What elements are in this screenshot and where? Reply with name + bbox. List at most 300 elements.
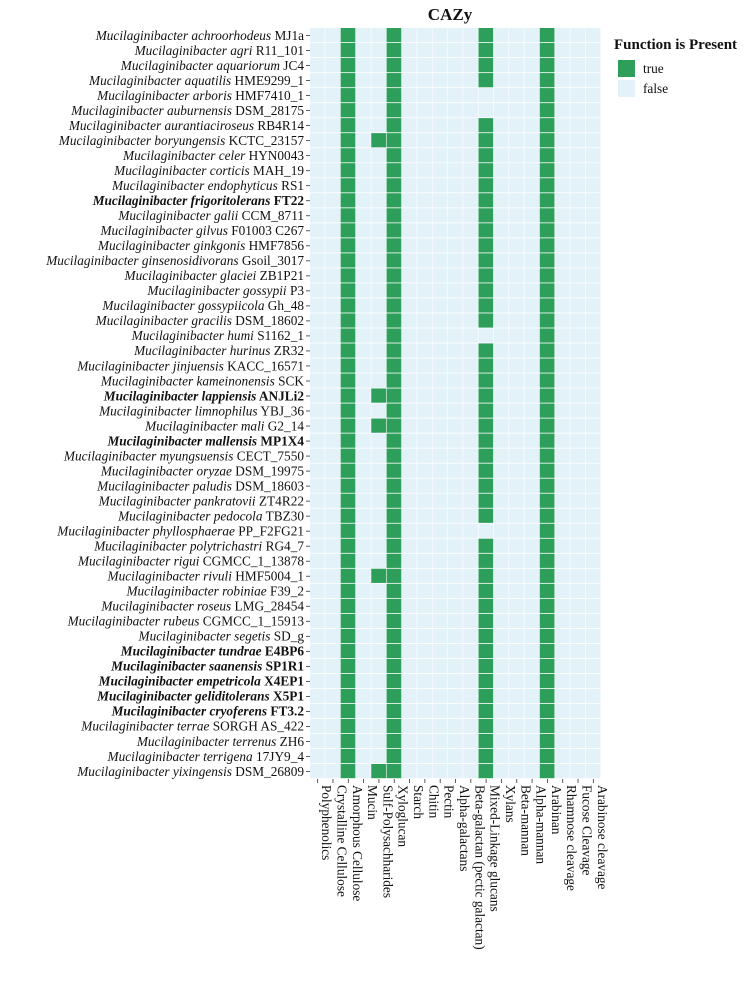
heatmap-cell <box>402 749 417 763</box>
heatmap-cell <box>463 253 478 267</box>
heatmap-cell <box>448 419 463 433</box>
heatmap-cell <box>387 509 402 523</box>
heatmap-cell <box>417 238 432 252</box>
heatmap-cell <box>387 404 402 418</box>
heatmap-cell <box>570 524 585 538</box>
heatmap-cell <box>448 554 463 568</box>
heatmap-cell <box>325 674 340 688</box>
heatmap-cell <box>555 644 570 658</box>
heatmap-cell <box>463 133 478 147</box>
heatmap-cell <box>478 268 493 282</box>
heatmap-cell <box>540 253 555 267</box>
heatmap-cell <box>540 298 555 312</box>
heatmap-cell <box>570 268 585 282</box>
heatmap-cell <box>341 103 356 117</box>
heatmap-cell <box>371 253 386 267</box>
heatmap-cell <box>555 358 570 372</box>
heatmap-cell <box>524 28 539 42</box>
heatmap-cell <box>494 524 509 538</box>
heatmap-cell <box>402 388 417 402</box>
heatmap-cell <box>586 163 601 177</box>
heatmap-cell <box>540 629 555 643</box>
heatmap-cell <box>586 509 601 523</box>
heatmap-cell <box>509 734 524 748</box>
heatmap-cell <box>555 373 570 387</box>
heatmap-cell <box>494 103 509 117</box>
heatmap-cell <box>402 208 417 222</box>
heatmap-cell <box>509 193 524 207</box>
heatmap-cell <box>341 509 356 523</box>
heatmap-cell <box>448 614 463 628</box>
heatmap-cell <box>310 674 325 688</box>
heatmap-cell <box>433 704 448 718</box>
heatmap-cell <box>325 373 340 387</box>
heatmap-cell <box>555 298 570 312</box>
heatmap-cell <box>463 464 478 478</box>
heatmap-cell <box>371 283 386 297</box>
column-label: Beta-galactan (pectic galactan) <box>472 785 488 950</box>
heatmap-cell <box>509 614 524 628</box>
heatmap-cell <box>341 58 356 72</box>
heatmap-cell <box>555 208 570 222</box>
heatmap-cell <box>494 404 509 418</box>
heatmap-cell <box>586 749 601 763</box>
heatmap-cell <box>387 599 402 613</box>
row-label: Mucilaginibacter empetricola X4EP1 <box>98 673 304 689</box>
heatmap-cell <box>341 554 356 568</box>
heatmap-cell <box>325 734 340 748</box>
heatmap-cell <box>387 268 402 282</box>
heatmap-cell <box>463 734 478 748</box>
heatmap-cell <box>494 358 509 372</box>
heatmap-cell <box>586 734 601 748</box>
heatmap-cell <box>448 58 463 72</box>
heatmap-cell <box>433 479 448 493</box>
heatmap-cell <box>433 358 448 372</box>
heatmap-cell <box>494 599 509 613</box>
heatmap-cell <box>463 343 478 357</box>
heatmap-cell <box>509 659 524 673</box>
heatmap-cell <box>448 313 463 327</box>
heatmap-cell <box>448 268 463 282</box>
heatmap-cell <box>387 373 402 387</box>
heatmap-cell <box>524 674 539 688</box>
heatmap-cell <box>402 358 417 372</box>
heatmap-cell <box>570 674 585 688</box>
heatmap-cell <box>448 163 463 177</box>
heatmap-cell <box>433 268 448 282</box>
heatmap-cell <box>310 539 325 553</box>
heatmap-cell <box>524 599 539 613</box>
heatmap-cell <box>570 388 585 402</box>
heatmap-cell <box>540 734 555 748</box>
heatmap-cell <box>387 118 402 132</box>
heatmap-cell <box>586 524 601 538</box>
heatmap-cell <box>555 569 570 583</box>
heatmap-cell <box>478 719 493 733</box>
heatmap-cell <box>371 719 386 733</box>
heatmap-cell <box>310 223 325 237</box>
heatmap-cell <box>509 449 524 463</box>
heatmap-cell <box>494 449 509 463</box>
heatmap-cell <box>325 719 340 733</box>
heatmap-cell <box>387 163 402 177</box>
heatmap-cell <box>371 28 386 42</box>
heatmap-cell <box>586 118 601 132</box>
heatmap-cell <box>494 328 509 342</box>
heatmap-cell <box>387 494 402 508</box>
heatmap-cell <box>371 43 386 57</box>
heatmap-cell <box>478 373 493 387</box>
heatmap-cell <box>325 599 340 613</box>
heatmap-cell <box>402 464 417 478</box>
heatmap-cell <box>570 58 585 72</box>
heatmap-cell <box>402 88 417 102</box>
heatmap-cell <box>570 208 585 222</box>
row-label: Mucilaginibacter terrenus ZH6 <box>136 733 304 749</box>
heatmap-cell <box>325 223 340 237</box>
heatmap-cell <box>325 163 340 177</box>
column-label: Alpha-mannan <box>533 785 549 865</box>
heatmap-cell <box>325 509 340 523</box>
row-label: Mucilaginibacter terrae SORGH AS_422 <box>81 718 304 734</box>
heatmap-cell <box>341 388 356 402</box>
heatmap-cell <box>433 554 448 568</box>
heatmap-cell <box>310 434 325 448</box>
heatmap-cell <box>310 524 325 538</box>
heatmap-cell <box>586 103 601 117</box>
heatmap-cell <box>356 719 371 733</box>
heatmap-cell <box>433 629 448 643</box>
heatmap-cell <box>540 103 555 117</box>
heatmap-cell <box>417 614 432 628</box>
heatmap-cell <box>540 449 555 463</box>
heatmap-cell <box>448 253 463 267</box>
heatmap-cell <box>371 419 386 433</box>
heatmap-cell <box>371 734 386 748</box>
heatmap-cell <box>356 58 371 72</box>
heatmap-cell <box>371 313 386 327</box>
column-label: Polyphenolics <box>319 785 335 861</box>
heatmap-cell <box>371 464 386 478</box>
heatmap-cell <box>356 313 371 327</box>
heatmap-cell <box>433 449 448 463</box>
heatmap-cell <box>417 28 432 42</box>
heatmap-cell <box>325 569 340 583</box>
heatmap-cell <box>540 268 555 282</box>
heatmap-cell <box>310 614 325 628</box>
heatmap-cell <box>540 509 555 523</box>
heatmap-cell <box>478 28 493 42</box>
heatmap-cell <box>540 644 555 658</box>
heatmap-cell <box>555 599 570 613</box>
heatmap-cell <box>448 584 463 598</box>
heatmap-cell <box>448 328 463 342</box>
column-label: Mixed-Linkage glucans <box>487 785 503 912</box>
heatmap-cell <box>509 43 524 57</box>
heatmap-cell <box>555 268 570 282</box>
heatmap-cell <box>341 764 356 778</box>
heatmap-cell <box>433 524 448 538</box>
heatmap-cell <box>433 178 448 192</box>
heatmap-cell <box>310 388 325 402</box>
heatmap-cell <box>356 434 371 448</box>
heatmap-cell <box>509 689 524 703</box>
heatmap-cell <box>310 419 325 433</box>
heatmap-cell <box>555 103 570 117</box>
heatmap-cell <box>586 223 601 237</box>
heatmap-cell <box>540 343 555 357</box>
heatmap-cell <box>509 298 524 312</box>
heatmap-cell <box>570 313 585 327</box>
heatmap-cell <box>387 328 402 342</box>
heatmap-cell <box>524 133 539 147</box>
heatmap-cell <box>341 118 356 132</box>
heatmap-cell <box>310 644 325 658</box>
heatmap-cell <box>524 103 539 117</box>
heatmap-cell <box>478 704 493 718</box>
heatmap-cell <box>356 704 371 718</box>
heatmap-cell <box>448 509 463 523</box>
heatmap-cell <box>524 629 539 643</box>
heatmap-cell <box>555 148 570 162</box>
heatmap-cell <box>325 43 340 57</box>
row-label: Mucilaginibacter phyllosphaerae PP_F2FG21 <box>57 523 304 539</box>
row-label: Mucilaginibacter polytrichastri RG4_7 <box>94 538 304 554</box>
heatmap-cell <box>586 629 601 643</box>
heatmap-cell <box>433 208 448 222</box>
heatmap-cell <box>371 449 386 463</box>
heatmap-cell <box>341 328 356 342</box>
row-label: Mucilaginibacter paludis DSM_18603 <box>97 478 304 494</box>
heatmap-cell <box>524 223 539 237</box>
heatmap-cell <box>570 88 585 102</box>
heatmap-cell <box>555 313 570 327</box>
heatmap-cell <box>371 268 386 282</box>
heatmap-cell <box>325 524 340 538</box>
heatmap-cell <box>341 689 356 703</box>
heatmap-cell <box>402 103 417 117</box>
heatmap-cell <box>371 569 386 583</box>
heatmap-cell <box>325 58 340 72</box>
heatmap-cell <box>371 223 386 237</box>
heatmap-cell <box>478 163 493 177</box>
heatmap-cell <box>478 479 493 493</box>
heatmap-cell <box>570 163 585 177</box>
row-label: Mucilaginibacter aurantiaciroseus RB4R14 <box>68 117 304 133</box>
heatmap-cell <box>478 313 493 327</box>
heatmap-cell <box>325 28 340 42</box>
heatmap-cell <box>509 163 524 177</box>
heatmap-cell <box>586 73 601 87</box>
heatmap-cell <box>555 584 570 598</box>
heatmap-cell <box>478 118 493 132</box>
heatmap-cell <box>371 328 386 342</box>
heatmap-cell <box>570 569 585 583</box>
heatmap-cell <box>448 133 463 147</box>
heatmap-cell <box>356 644 371 658</box>
legend-label: false <box>643 81 669 96</box>
heatmap-cell <box>387 434 402 448</box>
heatmap-cell <box>341 88 356 102</box>
column-label: Xyloglucan <box>395 785 411 848</box>
heatmap-cell <box>524 58 539 72</box>
heatmap-cell <box>540 373 555 387</box>
heatmap-cell <box>509 554 524 568</box>
row-label: Mucilaginibacter cryoferens FT3.2 <box>111 703 304 719</box>
heatmap-cell <box>417 704 432 718</box>
heatmap-cell <box>586 343 601 357</box>
heatmap-cell <box>524 659 539 673</box>
heatmap-cell <box>448 764 463 778</box>
heatmap-cell <box>478 689 493 703</box>
heatmap-cell <box>387 734 402 748</box>
heatmap-cell <box>448 373 463 387</box>
heatmap-cell <box>433 659 448 673</box>
heatmap-cell <box>371 674 386 688</box>
heatmap-cell <box>524 283 539 297</box>
heatmap-cell <box>463 584 478 598</box>
heatmap-cell <box>310 494 325 508</box>
heatmap-cell <box>310 479 325 493</box>
heatmap-cell <box>402 599 417 613</box>
heatmap-cell <box>325 629 340 643</box>
heatmap-cell <box>509 599 524 613</box>
heatmap-cell <box>478 193 493 207</box>
heatmap-cell <box>417 734 432 748</box>
heatmap-cell <box>540 58 555 72</box>
heatmap-cell <box>356 43 371 57</box>
heatmap-cell <box>478 749 493 763</box>
heatmap-cell <box>463 569 478 583</box>
heatmap-cell <box>310 343 325 357</box>
heatmap-cell <box>325 434 340 448</box>
heatmap-cell <box>433 58 448 72</box>
heatmap-cell <box>371 118 386 132</box>
heatmap-cell <box>555 734 570 748</box>
row-label: Mucilaginibacter lappiensis ANJLi2 <box>103 388 304 404</box>
heatmap-cell <box>402 43 417 57</box>
heatmap-cell <box>509 719 524 733</box>
heatmap-cell <box>341 148 356 162</box>
heatmap-cell <box>325 419 340 433</box>
heatmap-cell <box>387 449 402 463</box>
heatmap-cell <box>494 58 509 72</box>
heatmap-cell <box>417 404 432 418</box>
heatmap-cell <box>387 148 402 162</box>
heatmap-cell <box>509 343 524 357</box>
heatmap-cell <box>586 494 601 508</box>
heatmap-cell <box>524 449 539 463</box>
heatmap-cell <box>524 719 539 733</box>
heatmap-cell <box>341 464 356 478</box>
heatmap-cell <box>371 749 386 763</box>
heatmap-cell <box>402 689 417 703</box>
heatmap-cell <box>478 43 493 57</box>
heatmap-cell <box>402 704 417 718</box>
heatmap-cell <box>570 373 585 387</box>
heatmap-cell <box>325 494 340 508</box>
heatmap-cell <box>524 734 539 748</box>
row-label: Mucilaginibacter auburnensis DSM_28175 <box>71 102 304 118</box>
heatmap-cell <box>463 644 478 658</box>
heatmap-cell <box>463 479 478 493</box>
heatmap-cell <box>586 614 601 628</box>
heatmap-cell <box>448 283 463 297</box>
heatmap-cell <box>310 283 325 297</box>
heatmap-cell <box>494 674 509 688</box>
heatmap-cell <box>570 764 585 778</box>
heatmap-cell <box>356 524 371 538</box>
heatmap-cell <box>417 509 432 523</box>
heatmap-cell <box>555 449 570 463</box>
heatmap-cell <box>540 163 555 177</box>
heatmap-cell <box>325 313 340 327</box>
heatmap-cell <box>433 734 448 748</box>
heatmap-cell <box>586 43 601 57</box>
heatmap-cell <box>325 283 340 297</box>
heatmap-cell <box>524 358 539 372</box>
heatmap-cell <box>570 43 585 57</box>
heatmap-cell <box>341 674 356 688</box>
heatmap-cell <box>524 524 539 538</box>
heatmap-cell <box>310 193 325 207</box>
heatmap-cell <box>494 238 509 252</box>
heatmap-cell <box>341 298 356 312</box>
heatmap-cell <box>463 193 478 207</box>
heatmap-cell <box>555 58 570 72</box>
heatmap-cell <box>433 749 448 763</box>
heatmap-cell <box>402 569 417 583</box>
heatmap-cell <box>555 178 570 192</box>
heatmap-cell <box>325 689 340 703</box>
heatmap-cell <box>463 629 478 643</box>
heatmap-cell <box>494 43 509 57</box>
heatmap-cell <box>448 388 463 402</box>
heatmap-cell <box>494 88 509 102</box>
heatmap-cell <box>356 208 371 222</box>
row-label: Mucilaginibacter gossypii P3 <box>147 283 304 299</box>
heatmap-cell <box>448 659 463 673</box>
row-label: Mucilaginibacter gossypiicola Gh_48 <box>102 298 304 314</box>
legend <box>614 37 737 97</box>
column-label: Rhamnose cleavage <box>564 785 580 891</box>
heatmap-cell <box>448 208 463 222</box>
heatmap-cell <box>463 298 478 312</box>
heatmap-cell <box>509 494 524 508</box>
heatmap-cell <box>448 73 463 87</box>
heatmap-cell <box>433 73 448 87</box>
column-labels <box>318 779 610 950</box>
heatmap-cell <box>402 434 417 448</box>
heatmap-cell <box>494 223 509 237</box>
heatmap-cell <box>325 253 340 267</box>
heatmap-cell <box>310 118 325 132</box>
heatmap-cell <box>586 539 601 553</box>
heatmap-cell <box>570 434 585 448</box>
heatmap-cell <box>478 659 493 673</box>
heatmap-cell <box>448 704 463 718</box>
heatmap-cell <box>356 103 371 117</box>
heatmap-cell <box>417 298 432 312</box>
heatmap-cell <box>356 674 371 688</box>
heatmap-cell <box>417 253 432 267</box>
heatmap-cell <box>371 524 386 538</box>
heatmap-cell <box>356 479 371 493</box>
heatmap-cell <box>494 163 509 177</box>
heatmap-cell <box>387 524 402 538</box>
heatmap-cell <box>356 223 371 237</box>
